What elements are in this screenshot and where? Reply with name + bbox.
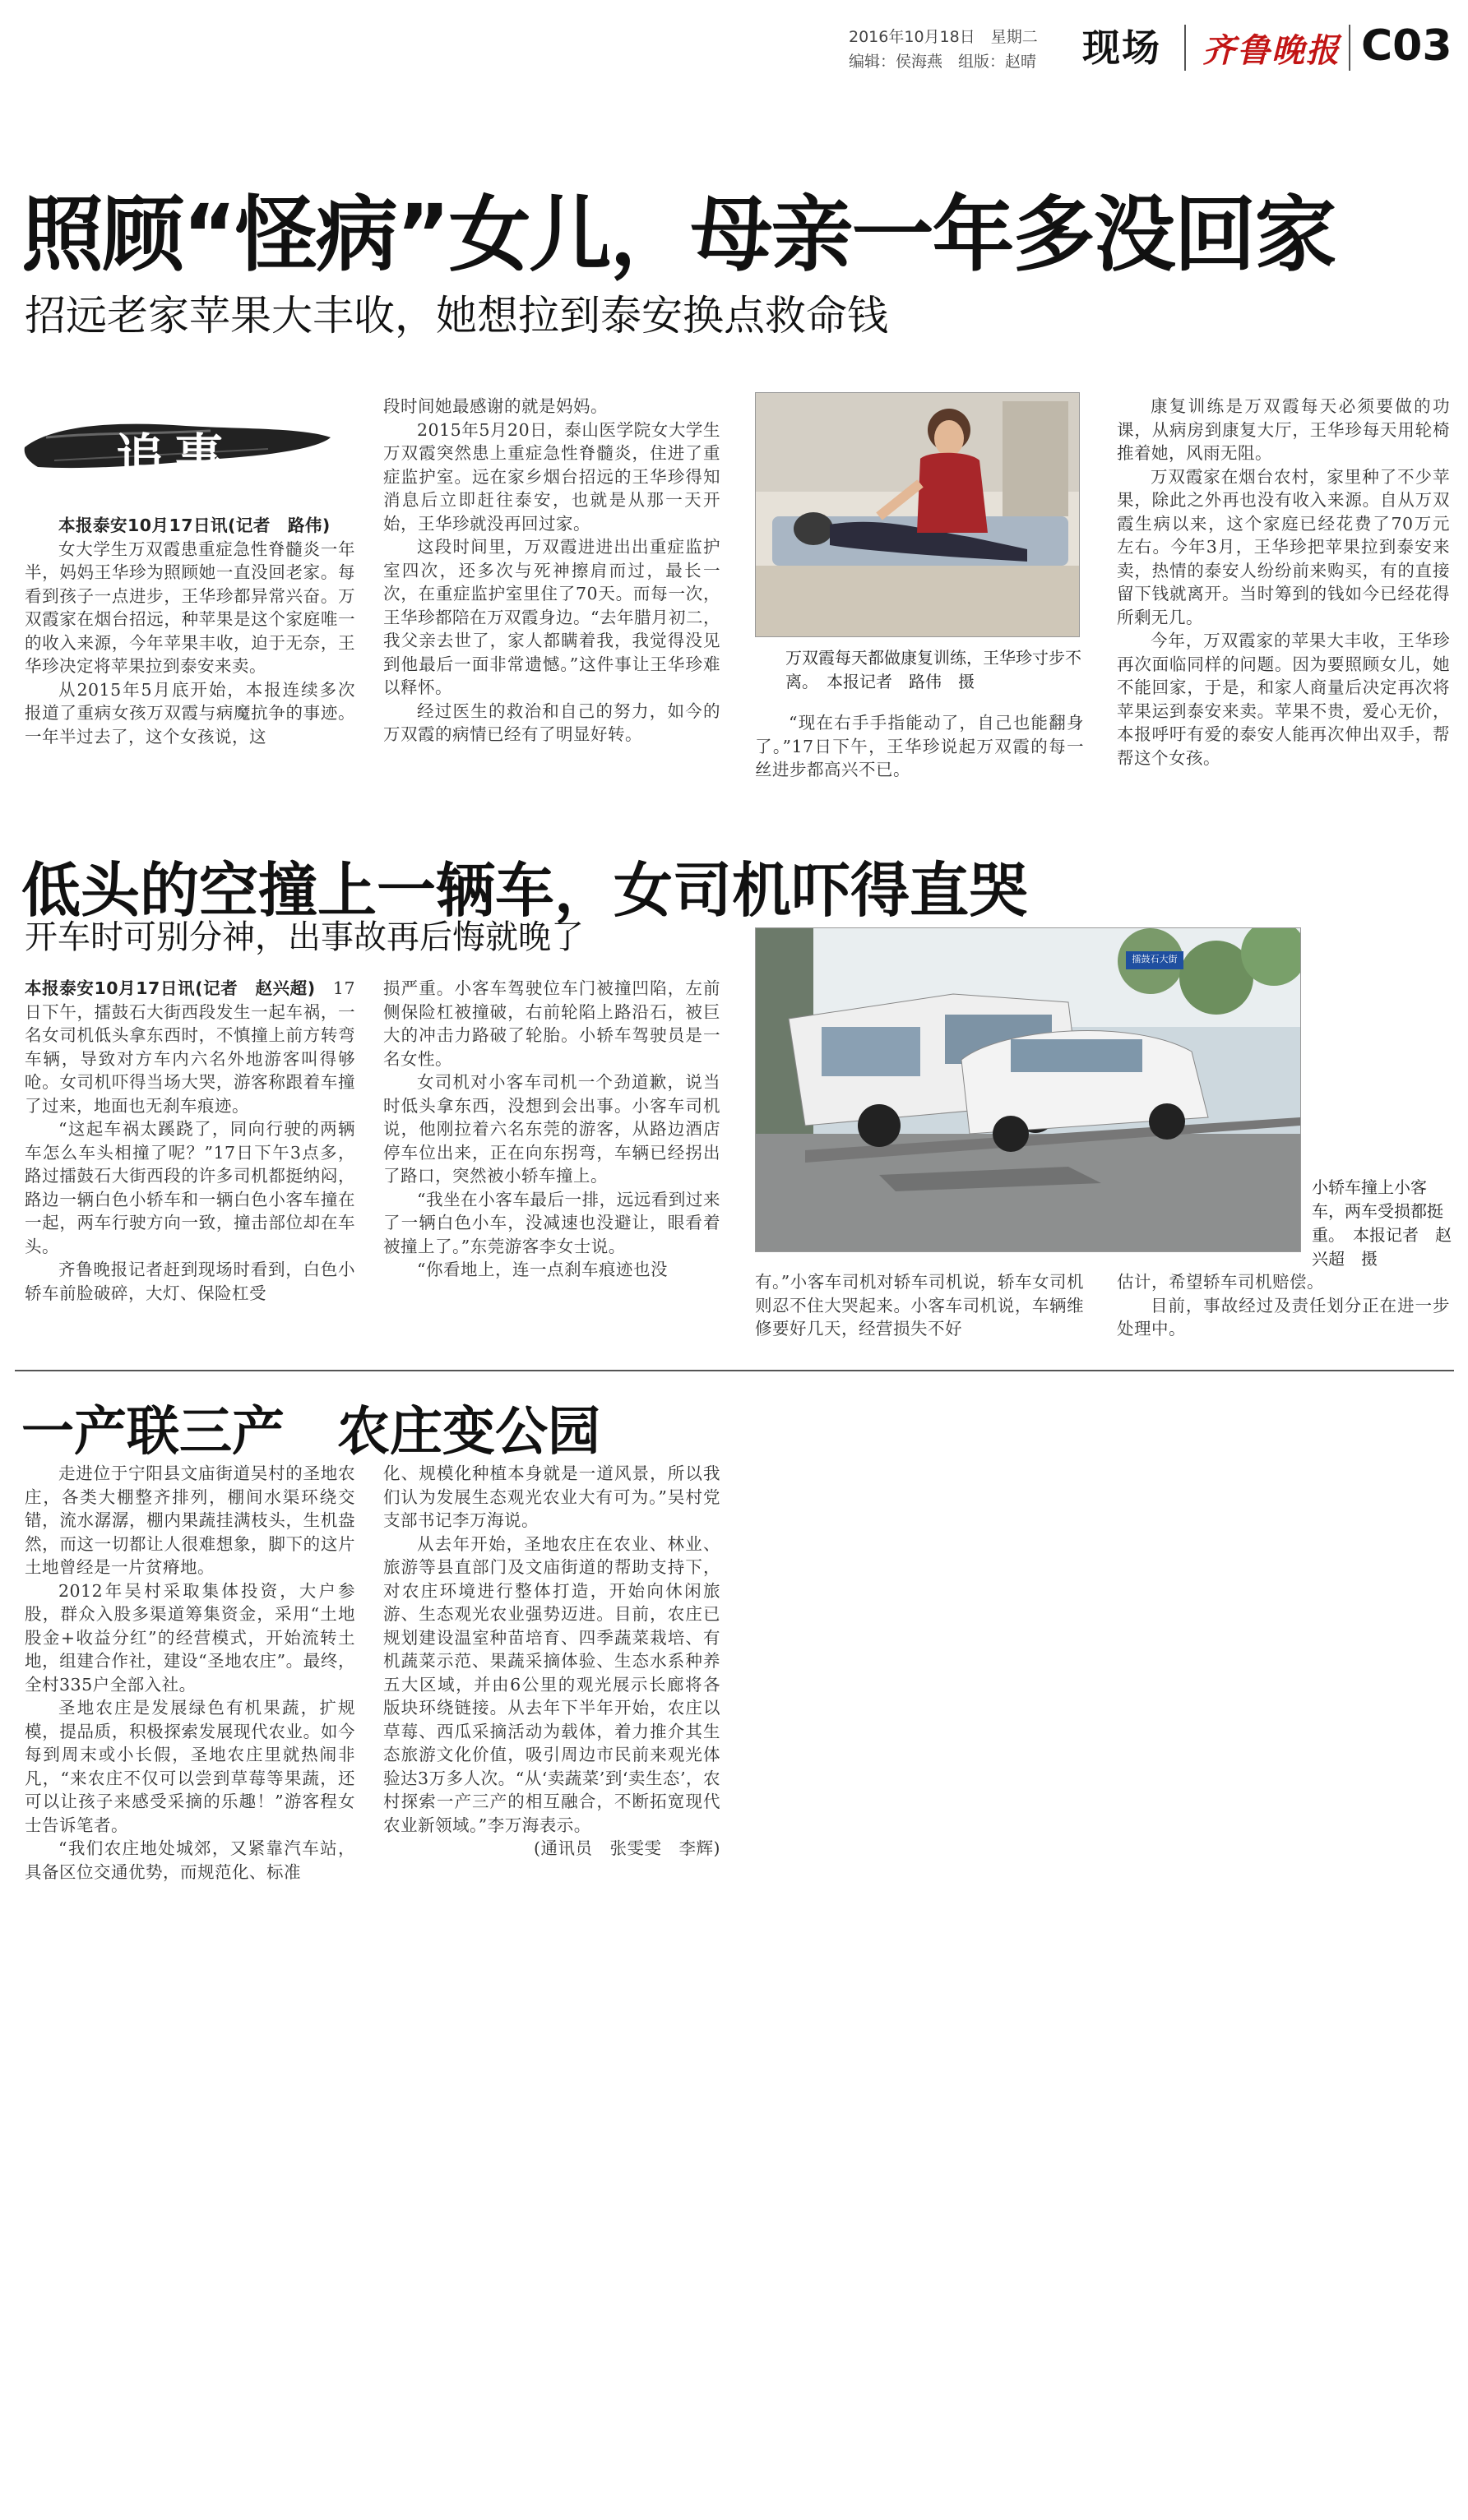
paragraph: “这起车祸太蹊跷了，同向行驶的两辆车怎么车头相撞了呢？”17日下午3点多，路过擂鼓石大街西段的许多司机都挺纳闷，路边一辆白色小轿车和一辆白色小客车撞在一起，两车行驶方向一致，撞击部位却在车头。 <box>25 1119 355 1256</box>
section-name: 现场 <box>1082 25 1161 70</box>
article1-column-3 <box>755 711 1084 782</box>
paragraph: 这段时间里，万双霞进进出出重症监护室四次，还多次与死神擦肩而过，最长一次，在重症监护室里住了70天。而每一次，王华珍都陪在万双霞身边。“去年腊月初二，我父亲去世了，家人都瞒着我，我觉得没见到他最后一面非常遗憾。”这件事让王华珍难以释怀。 <box>383 537 720 697</box>
article2-column-3 <box>755 1270 1084 1341</box>
article1-headline: 照顾“怪病”女儿，母亲一年多没回家 <box>21 187 1336 283</box>
paragraph: 段时间她最感谢的就是妈妈。 <box>383 396 608 416</box>
article2-headline: 低头的空撞上一辆车，女司机吓得直哭 <box>21 856 1029 925</box>
paragraph: 目前，事故经过及责任划分正在进一步处理中。 <box>1117 1295 1450 1339</box>
paragraph: 齐鲁晚报记者赶到现场时看到，白色小轿车前脸破碎，大灯、保险杠受 <box>25 1260 355 1303</box>
column-tag-label: 追事 <box>116 428 235 484</box>
article2-column-2 <box>383 977 720 1282</box>
paragraph: “我坐在小客车最后一排，远远看到过来了一辆白色小车，没减速也没避让，眼看着被撞上了。”东莞游客李女士说。 <box>383 1189 720 1256</box>
paragraph: 2015年5月20日，泰山医学院女大学生万双霞突然患上重症急性脊髓炎，住进了重症监护室。远在家乡烟台招远的王华珍得知消息后立即赶往泰安，也就是从那一天开始，王华珍就没再回过家。 <box>383 419 720 534</box>
editor-credits: 编辑：侯海燕 组版：赵晴 <box>849 53 1037 71</box>
paragraph: 女司机对小客车司机一个劲道歉，说当时低头拿东西，没想到会出事。小客车司机说，他刚拉着六名东莞的游客，从路边酒店停车位出来，正在向东拐弯，车辆已经拐出了路口，突然被小轿车撞上。 <box>383 1072 720 1186</box>
paragraph: 康复训练是万双霞每天必须要做的功课，从病房到康复大厅，王华珍每天用轮椅推着她，风雨无阻。 <box>1117 396 1450 463</box>
column-tag <box>21 413 334 482</box>
newspaper-logo: 齐鲁晚报 <box>1202 31 1341 70</box>
article1-column-1 <box>25 514 355 748</box>
header-divider <box>1349 25 1350 71</box>
car-accident-photo-illustration <box>756 928 1300 1251</box>
paragraph: 有。”小客车司机对轿车司机说，轿车女司机则忍不住大哭起来。小客车司机说，车辆维修要好几天，经营损失不好 <box>755 1272 1084 1339</box>
paragraph: 今年，万双霞家的苹果大丰收，王华珍再次面临同样的问题。因为要照顾女儿，她不能回家，于是，和家人商量后决定再次将苹果运到泰安来卖。苹果不贵，爱心无价，本报呼吁有爱的泰安人能再次伸出双手，帮帮这个女孩。 <box>1117 631 1450 768</box>
article3-headline: 一产联三产 农庄变公园 <box>21 1402 600 1463</box>
paragraph: 17日下午，擂鼓石大街西段发生一起车祸，一名女司机低头拿东西时，不慎撞上前方转弯车辆，导致对方车内六名外地游客叫得够呛。女司机吓得当场大哭，游客称跟着车撞了过来，地面也无刹车痕迹。 <box>25 978 355 1116</box>
article1-photo-caption: 万双霞每天都做康复训练，王华珍寸步不离。 本报记者 路伟 摄 <box>785 648 1081 691</box>
article1-column-4 <box>1117 395 1450 770</box>
article2-photo <box>755 927 1301 1252</box>
issue-date: 2016年10月18日 星期二 <box>849 28 1038 46</box>
paragraph: “我们农庄地处城郊，又紧靠汽车站，具备区位交通优势，而规范化、标准 <box>25 1838 355 1882</box>
article1-column-2 <box>383 395 720 747</box>
article3-column-1 <box>25 1462 355 1884</box>
street-sign: 擂鼓石大街 <box>1132 954 1178 964</box>
paragraph: 损严重。小客车驾驶位车门被撞凹陷，左前侧保险杠被撞破，右前轮陷上路沿石，被巨大的冲击力路破了轮胎。小轿车驾驶员是一名女性。 <box>383 978 720 1069</box>
paragraph: 估计，希望轿车司机赔偿。 <box>1117 1272 1324 1292</box>
article2-column-1 <box>25 977 355 1305</box>
paragraph: 万双霞家在烟台农村，家里种了不少苹果，除此之外再也没有收入来源。自从万双霞生病以来，这个家庭已经花费了70万元左右。今年3月，王华珍把苹果拉到泰安来卖，热情的泰安人纷纷前来购买，有的直接留下钱就离开。当时筹到的钱如今已经花得所剩无几。 <box>1117 466 1450 627</box>
section-divider <box>15 1370 1454 1371</box>
article1-photo <box>755 392 1080 637</box>
page-number: C03 <box>1361 21 1452 71</box>
paragraph: 走进位于宁阳县文庙街道吴村的圣地农庄，各类大棚整齐排列，棚间水渠环绕交错，流水潺潺，棚内果蔬挂满枝头，生机盎然，而这一切都让人很难想象，脚下的这片土地曾经是一片贫瘠地。 <box>25 1463 355 1577</box>
paragraph: “现在右手手指能动了，自己也能翻身了。”17日下午，王华珍说起万双霞的每一丝进步都高兴不已。 <box>755 713 1084 779</box>
paragraph: 化、规模化种植本身就是一道风景，所以我们认为发展生态观光农业大有可为。”吴村党支部书记李万海说。 <box>383 1463 720 1530</box>
paragraph: 经过医生的救治和自己的努力，如今的万双霞的病情已经有了明显好转。 <box>383 701 720 744</box>
paragraph: 从去年开始，圣地农庄在农业、林业、旅游等县直部门及文庙街道的帮助支持下，对农庄环境进行整体打造，开始向休闲旅游、生态观光农业强势迈进。目前，农庄已规划建设温室种苗培育、四季蔬菜栽培、有机蔬菜示范、果蔬采摘体验、生态水系种养五大区域，并由6公里的观光展示长廊将各版块环绕链接。从去年下半年开始，农庄以草莓、西瓜采摘活动为载体，着力推介其生态旅游文化价值，吸引周边市民前来观光体验达3万多人次。“从‘卖蔬菜’到‘卖生态’，农村探索一产三产的相互融合，不断拓宽现代农业新领域。”李万海表示。 <box>383 1533 720 1835</box>
article2-photo-caption: 小轿车撞上小客车，两车受损都挺重。 本报记者 赵兴超 摄 <box>1312 1177 1452 1269</box>
article2-subhead: 开车时可别分神，出事故再后悔就晚了 <box>25 918 584 956</box>
header-divider <box>1184 25 1186 71</box>
rehab-photo-illustration <box>756 393 1079 636</box>
article1-byline: 本报泰安10月17日讯(记者 路伟) <box>58 516 331 535</box>
article3-column-2 <box>383 1462 720 1861</box>
article3-credit: (通讯员 张雯雯 李辉) <box>534 1838 720 1858</box>
paragraph: 女大学生万双霞患重症急性脊髓炎一年半，妈妈王华珍为照顾她一直没回老家。每看到孩子一点进步，王华珍都异常兴奋。万双霞家在烟台招远，种苹果是这个家庭唯一的收入来源，今年苹果丰收，迫于无奈，王华珍决定将苹果拉到泰安来卖。 <box>25 539 355 676</box>
paragraph: “你看地上，连一点刹车痕迹也没 <box>417 1260 668 1279</box>
paragraph: 从2015年5月底开始，本报连续多次报道了重病女孩万双霞与病魔抗争的事迹。一年半过去了，这个女孩说，这 <box>25 679 355 747</box>
article1-subhead: 招远老家苹果大丰收，她想拉到泰安换点救命钱 <box>25 292 888 340</box>
article2-column-4 <box>1117 1270 1450 1341</box>
paragraph: 圣地农庄是发展绿色有机果蔬，扩规模，提品质，积极探索发展现代农业。如今每到周末或小长假，圣地农庄里就热闹非凡，“来农庄不仅可以尝到草莓等果蔬，还可以让孩子来感受采摘的乐趣！”游客程女士告诉笔者。 <box>25 1698 355 1835</box>
paragraph: 2012年吴村采取集体投资，大户参股，群众入股多渠道筹集资金，采用“土地股金+收益分红”的经营模式，开始流转土地，组建合作社，建设“圣地农庄”。最终，全村335户全部入社。 <box>25 1580 355 1695</box>
article2-byline: 本报泰安10月17日讯(记者 赵兴超) <box>25 978 316 998</box>
